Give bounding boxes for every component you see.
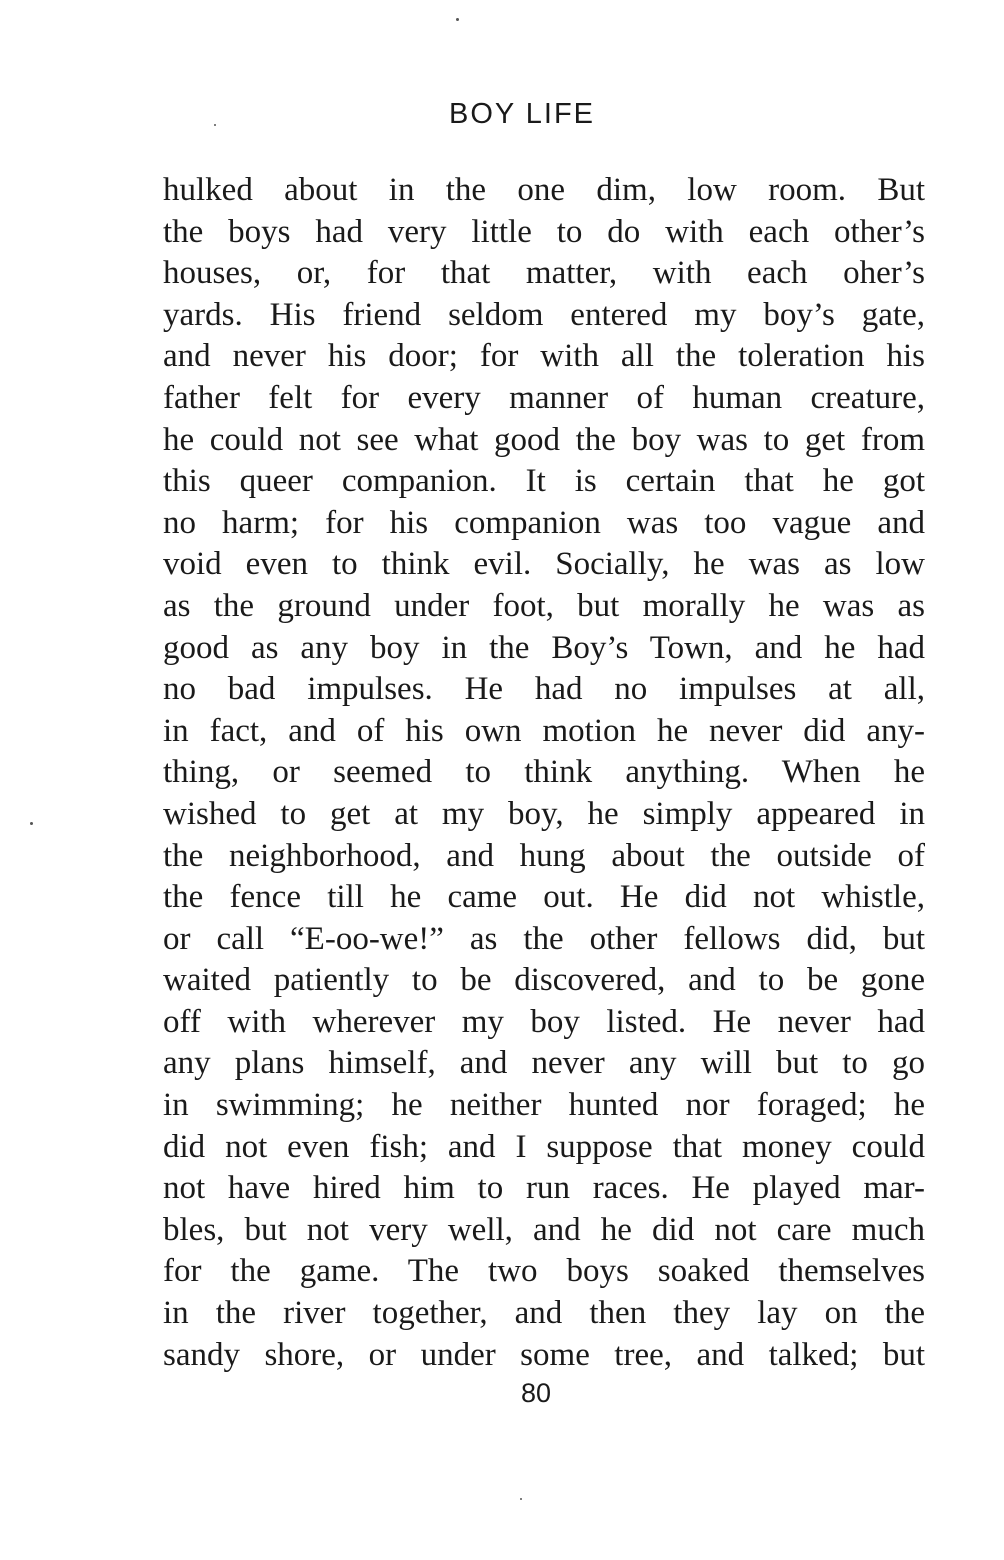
body-text	[163, 170, 925, 1376]
text-line: off with wherever my boy listed. He never had	[163, 1003, 925, 1040]
text-line: good as any boy in the Boy’s Town, and he had	[163, 629, 925, 666]
text-line: he could not see what good the boy was to get from	[163, 421, 925, 458]
text-line: or call “E-oo-we!” as the other fellows did, but	[163, 920, 925, 957]
text-line: houses, or, for that matter, with each oher’s	[163, 255, 925, 292]
text-line: did not even fish; and I suppose that money could	[163, 1128, 925, 1165]
text-line: the boys had very little to do with each other’s	[163, 213, 925, 250]
text-line: father felt for every manner of human creature,	[163, 379, 925, 416]
text-line: in fact, and of his own motion he never did any-	[163, 712, 925, 749]
text-line: void even to think evil. Socially, he was as low	[163, 546, 925, 583]
text-line: wished to get at my boy, he simply appeared in	[163, 795, 925, 832]
text-line: the neighborhood, and hung about the outside of	[163, 837, 925, 874]
scan-speck	[456, 18, 459, 21]
text-line: hulked about in the one dim, low room. But	[163, 172, 925, 208]
text-line: no harm; for his companion was too vague and	[163, 504, 925, 541]
text-line: bles, but not very well, and he did not care much	[163, 1211, 925, 1248]
text-line: the fence till he came out. He did not whistle,	[163, 879, 925, 916]
scan-speck	[30, 822, 33, 825]
text-line: in the river together, and then they lay on the	[163, 1295, 925, 1332]
text-line: for the game. The two boys soaked themselves	[163, 1253, 925, 1290]
text-line: this queer companion. It is certain that he got	[163, 463, 925, 500]
text-line: sandy shore, or under some tree, and talked; but	[163, 1336, 925, 1373]
text-line: in swimming; he neither hunted nor foraged; he	[163, 1087, 925, 1124]
text-line: waited patiently to be discovered, and to be gone	[163, 962, 925, 999]
running-head: BOY LIFE	[448, 98, 596, 130]
text-line: as the ground under foot, but morally he was as	[163, 587, 925, 624]
scan-speck	[520, 1498, 522, 1500]
text-line: and never his door; for with all the toleration his	[163, 338, 925, 375]
text-line: any plans himself, and never any will but to go	[163, 1045, 925, 1082]
text-line: no bad impulses. He had no impulses at all,	[163, 671, 925, 708]
text-line: thing, or seemed to think anything. When he	[163, 754, 925, 791]
page-number: 80	[520, 1378, 552, 1408]
text-line: not have hired him to run races. He played mar-	[163, 1170, 925, 1207]
text-line: yards. His friend seldom entered my boy’s gate,	[163, 296, 925, 333]
